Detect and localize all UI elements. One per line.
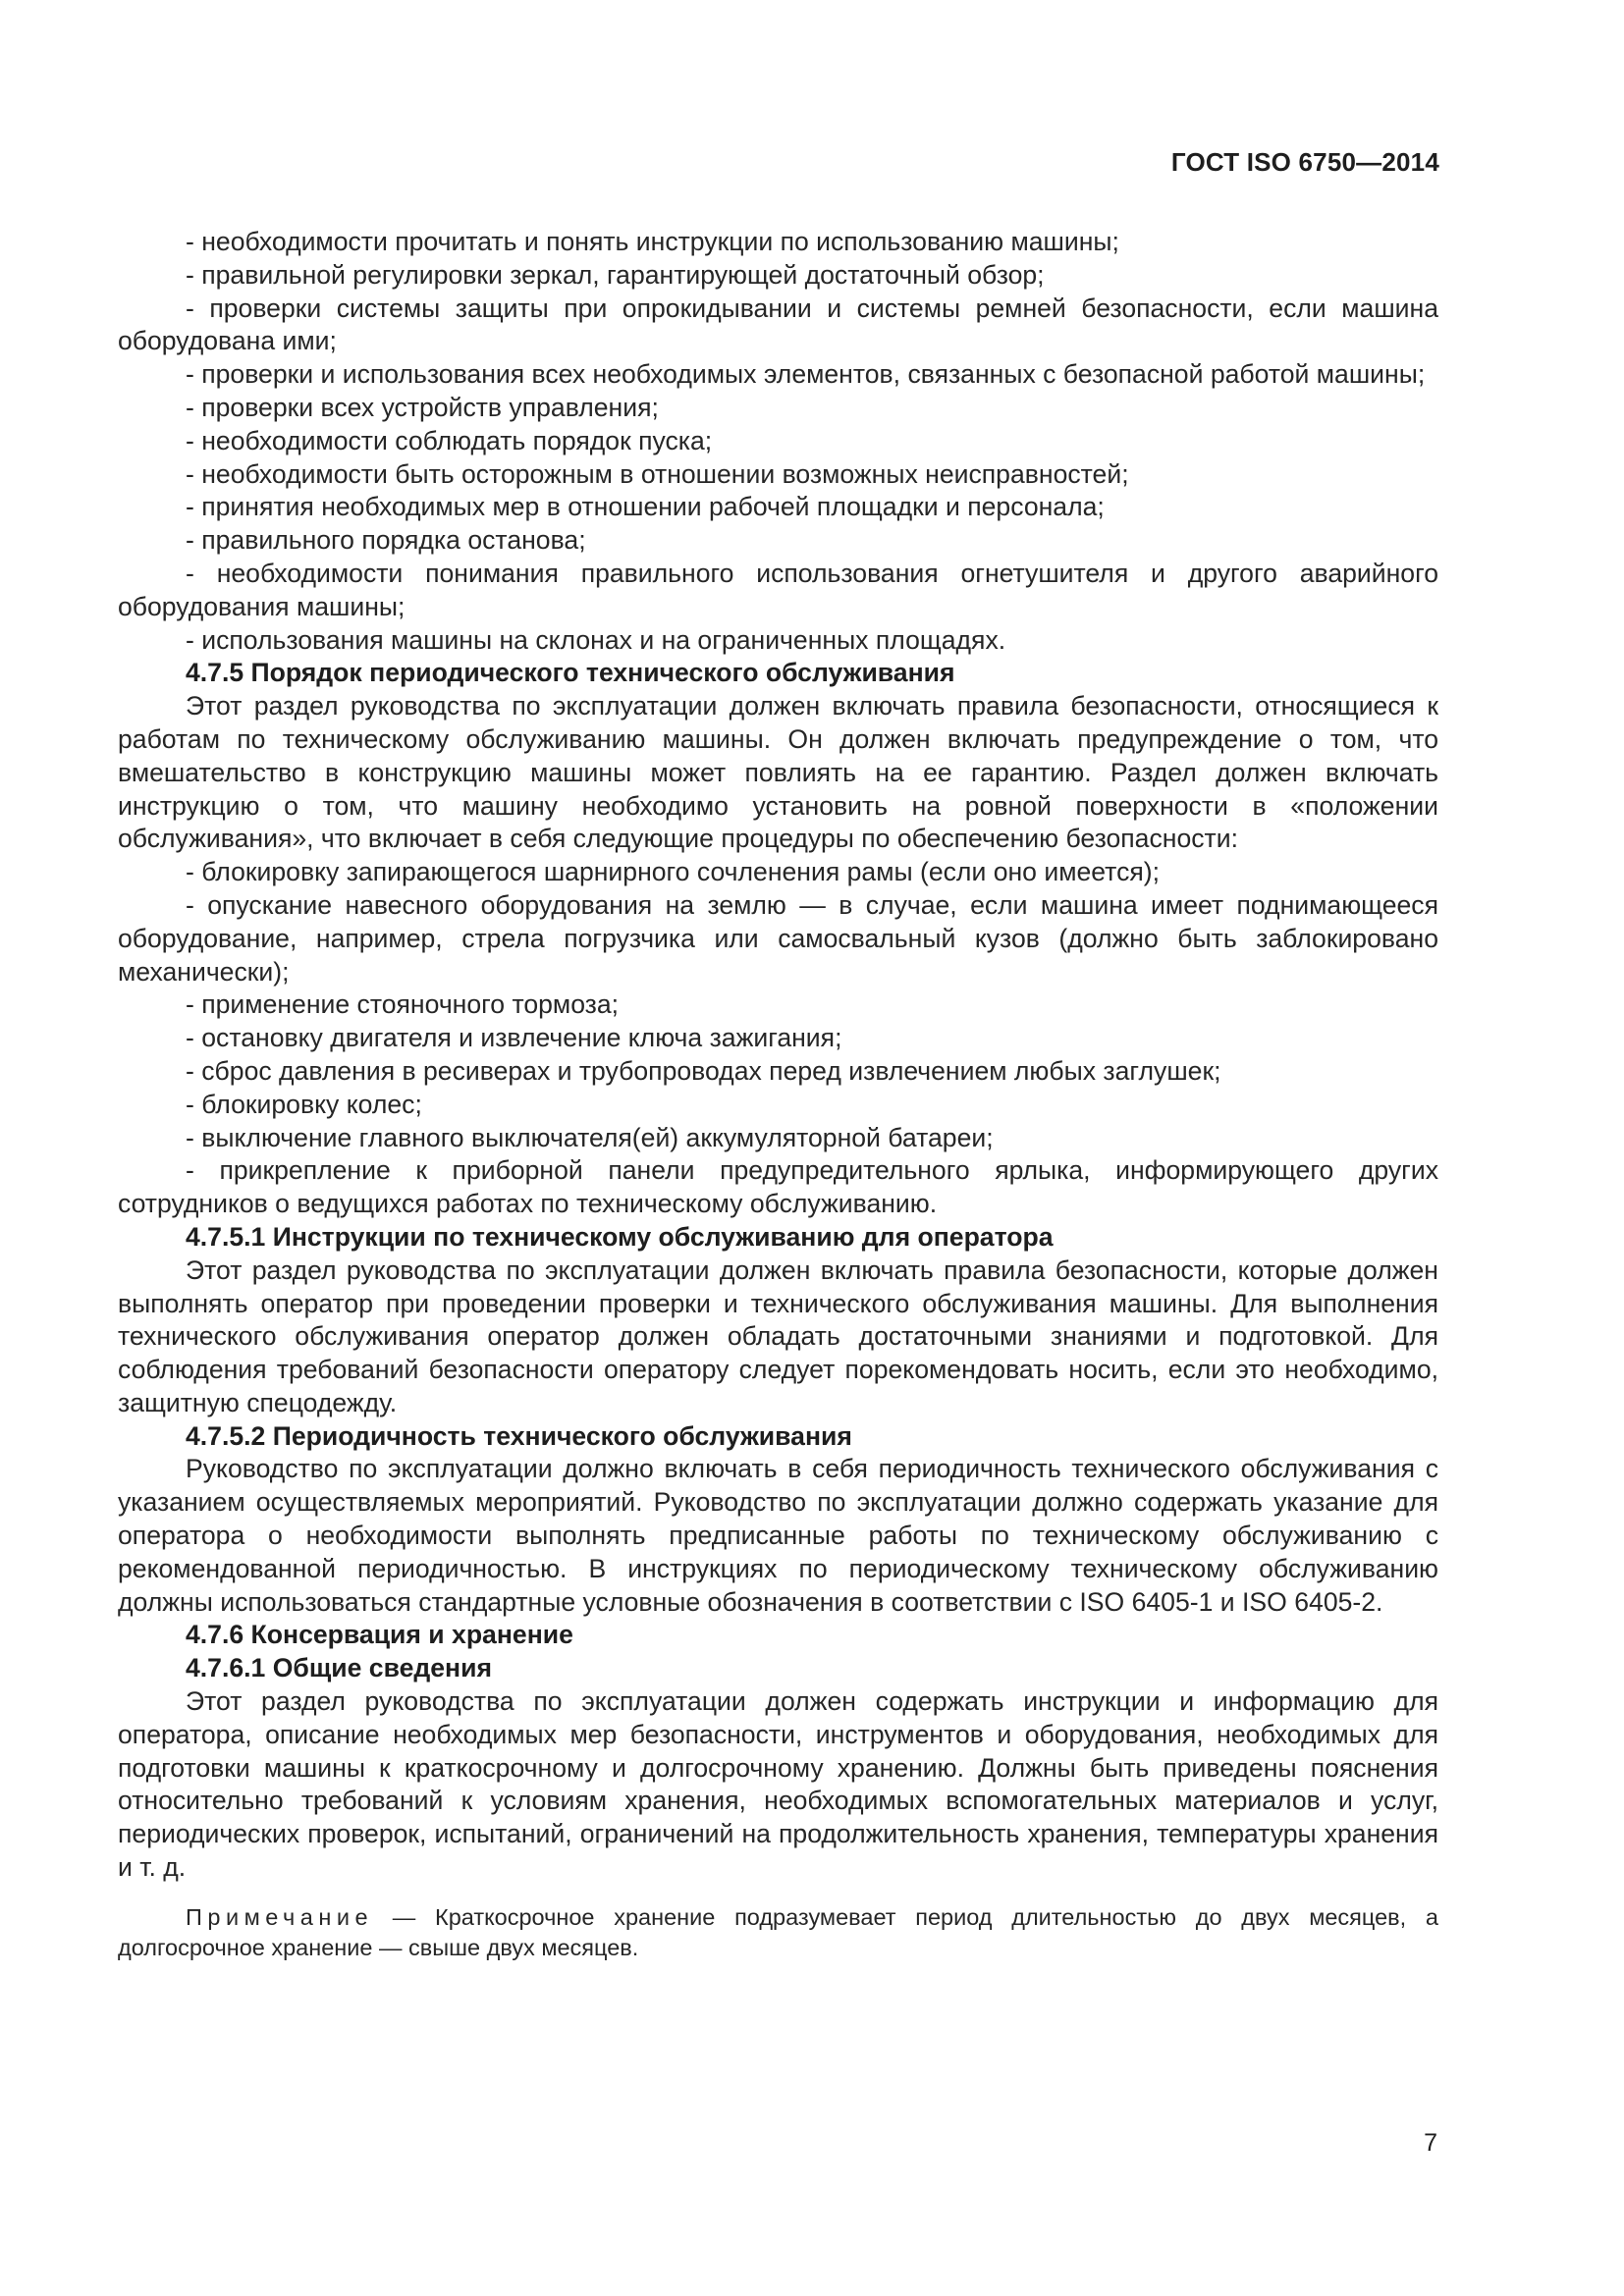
paragraph: - необходимости прочитать и понять инструкции по использованию машины; [186, 227, 1119, 256]
paragraph: - сброс давления в ресиверах и трубопроводах перед извлечением любых заглушек; [186, 1055, 1221, 1086]
paragraph: - остановку двигателя и извлечение ключа зажигания; [186, 1023, 842, 1053]
paragraph: - прикрепление к приборной панели предупредительного ярлыка, информирующего других сотрудников о ведущихся работах по техническому обслуживанию. [118, 1155, 1438, 1219]
paragraph: - использования машины на склонах и на ограниченных площадях. [186, 624, 1006, 655]
body-text [118, 226, 1438, 1885]
paragraph: Этот раздел руководства по эксплуатации должен включать правила безопасности, которые должен выполнять оператор при проведении проверки и технического обслуживания машины. Для выполнения технического обслуживания оператор должен обладать достаточными знаниями и подготовкой. Для соблюдения требований безопасности оператору следует порекомендовать носить, если это необходимо, защитную спецодежду. [118, 1255, 1438, 1417]
note-text: — Краткосрочное хранение подразумевает период длительностью до двух месяцев, а долгосрочное хранение — свыше двух месяцев. [118, 1903, 1438, 1960]
paragraph: - опускание навесного оборудования на землю — в случае, если машина имеет поднимающееся оборудование, например, стрела погрузчика или самосвальный кузов (должно быть заблокировано механически); [118, 889, 1438, 987]
section-heading: 4.7.5 Порядок периодического технического обслуживания [186, 658, 955, 688]
paragraph: - проверки и использования всех необходимых элементов, связанных с безопасной работой машины; [186, 359, 1426, 390]
section-heading: 4.7.5.1 Инструкции по техническому обслуживанию для оператора [186, 1221, 1054, 1252]
paragraph: - правильной регулировки зеркал, гарантирующей достаточный обзор; [186, 259, 1045, 290]
paragraph: - проверки системы защиты при опрокидывании и системы ремней безопасности, если машина оборудована ими; [118, 293, 1438, 356]
paragraph: - необходимости быть осторожным в отношении возможных неисправностей; [186, 458, 1129, 489]
standard-header: ГОСТ ISO 6750—2014 [1170, 147, 1439, 177]
paragraph: Руководство по эксплуатации должно включать в себя периодичность технического обслуживания с указанием осуществляемых мероприятий. Руководство по эксплуатации должно содержать указание для оператора о необходимости выполнять предписанные работы по техническому обслуживанию с рекомендованной периодичностью. В инструкциях по периодическому техническому обслуживанию должны использоваться стандартные условные обозначения в соответствии с ISO 6405-1 и ISO 6405-2. [118, 1454, 1438, 1617]
paragraph: - принятия необходимых мер в отношении рабочей площадки и персонала; [186, 492, 1105, 522]
page-number: 7 [1424, 2129, 1437, 2157]
page-content [118, 226, 1438, 1963]
note-label: Примечание [186, 1903, 374, 1930]
paragraph: - применение стояночного тормоза; [186, 989, 620, 1020]
section-heading: 4.7.5.2 Периодичность технического обслуживания [186, 1420, 852, 1451]
section-heading: 4.7.6.1 Общие сведения [186, 1653, 492, 1683]
paragraph: - правильного порядка останова; [186, 525, 586, 556]
paragraph: - проверки всех устройств управления; [186, 392, 659, 422]
paragraph: - блокировку колес; [186, 1089, 422, 1119]
paragraph: Этот раздел руководства по эксплуатации должен содержать инструкции и информацию для оператора, описание необходимых мер безопасности, инструментов и оборудования, необходимых для подготовки машины к краткосрочному и долгосрочному хранению. Должны быть приведены пояснения относительно требований к условиям хранения, необходимых вспомогательных материалов и услуг, периодических проверок, испытаний, ограничений на продолжительность хранения, температуры хранения и т. д. [118, 1686, 1438, 1883]
paragraph: - необходимости соблюдать порядок пуска; [186, 425, 713, 455]
note-paragraph [118, 1902, 1438, 1963]
paragraph: - выключение главного выключателя(ей) аккумуляторной батареи; [186, 1122, 994, 1152]
paragraph: - блокировку запирающегося шарнирного сочленения рамы (если оно имеется); [186, 857, 1161, 887]
paragraph: - необходимости понимания правильного использования огнетушителя и другого аварийного оборудования машины; [118, 558, 1438, 621]
section-heading: 4.7.6 Консервация и хранение [186, 1620, 573, 1650]
paragraph: Этот раздел руководства по эксплуатации должен включать правила безопасности, относящиеся к работам по техническому обслуживанию машины. Он должен включать предупреждение о том, что вмешательство в конструкцию машины может повлиять на ее гарантию. Раздел должен включать инструкцию о том, что машину необходимо установить на ровной поверхности в «положении обслуживания», что включает в себя следующие процедуры по обеспечению безопасности: [118, 691, 1438, 854]
